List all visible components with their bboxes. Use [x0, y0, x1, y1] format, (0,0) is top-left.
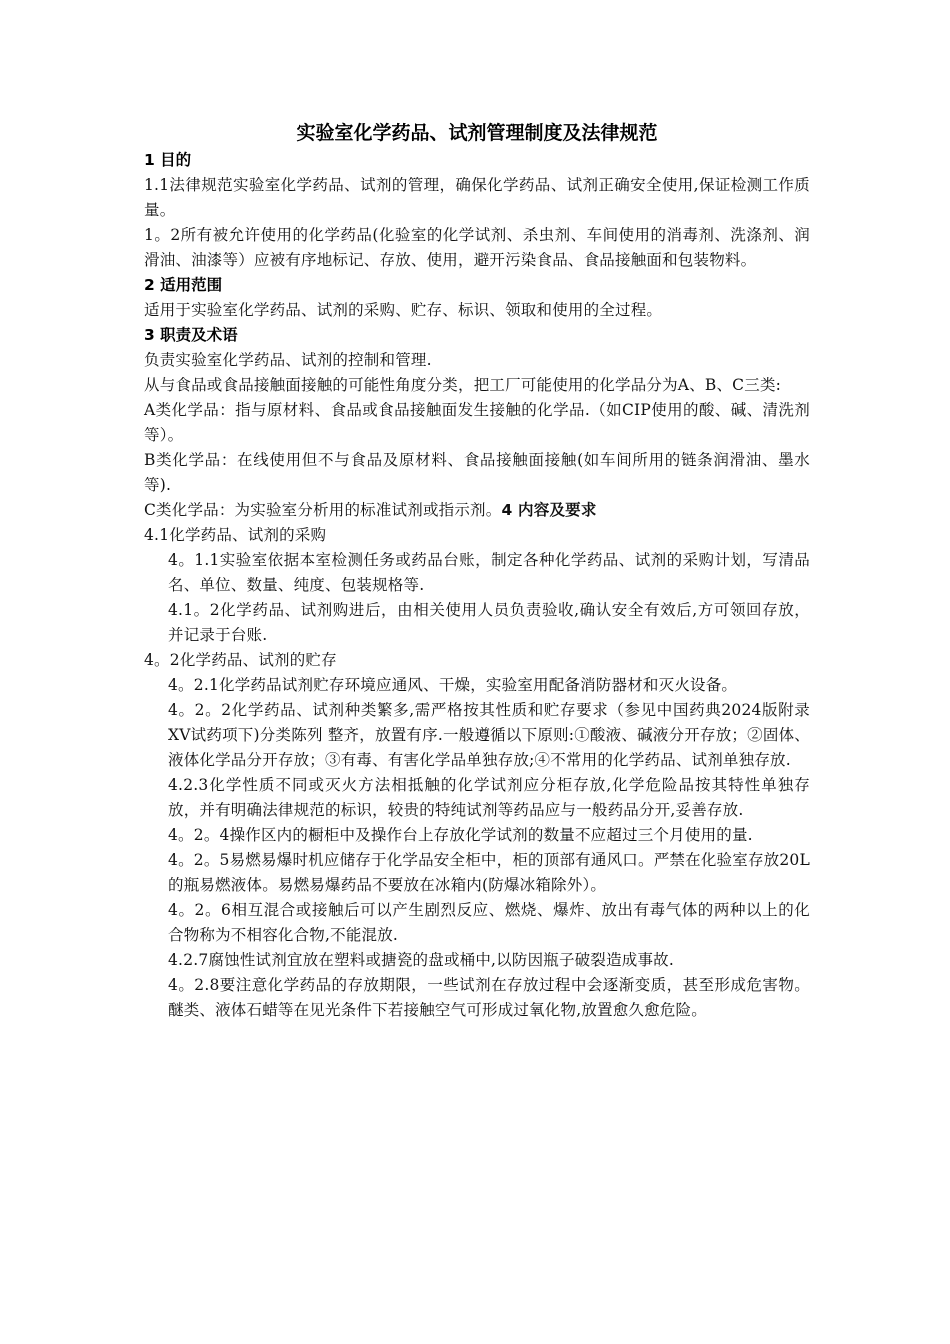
- paragraph-4-2-3: 4.2.3化学性质不同或灭火方法相抵触的化学试剂应分柜存放,化学危险品按其特性单独存放，并有明确法律规范的标识，较贵的特纯试剂等药品应与一般药品分开,妥善存放.: [168, 776, 810, 819]
- paragraph-4-2: 4。2化学药品、试剂的贮存: [144, 651, 337, 669]
- paragraph-3-1: 负责实验室化学药品、试剂的控制和管理.: [144, 351, 432, 369]
- paragraph-1-2: 1。2所有被允许使用的化学药品(化验室的化学试剂、杀虫剂、车间使用的消毒剂、洗涤剂、润滑油、油漆等）应被有序地标记、存放、使用，避开污染食品、食品接触面和包装物料。: [144, 226, 810, 269]
- paragraph-4-1: 4.1化学药品、试剂的采购: [144, 526, 327, 544]
- document-title: 实验室化学药品、试剂管理制度及法律规范: [296, 122, 658, 144]
- paragraph-4-1-1: 4。1.1实验室依据本室检测任务或药品台账，制定各种化学药品、试剂的采购计划，写清品名、单位、数量、纯度、包装规格等.: [168, 551, 810, 594]
- paragraph-4-1-2: 4.1。2化学药品、试剂购进后，由相关使用人员负责验收,确认安全有效后,方可领回存放，并记录于台账.: [168, 601, 810, 644]
- paragraph-4-2-1: 4。2.1化学药品试剂贮存环境应通风、干燥，实验室用配备消防器材和灭火设备。: [168, 676, 738, 694]
- paragraph-3-5-text: C类化学品：为实验室分析用的标准试剂或指示剂。: [144, 501, 502, 519]
- paragraph-4-2-6: 4。2。6相互混合或接触后可以产生剧烈反应、燃烧、爆炸、放出有毒气体的两种以上的化合物称为不相容化合物,不能混放.: [168, 901, 810, 944]
- section-3-heading: 3 职责及术语: [144, 326, 238, 344]
- paragraph-4-2-2: 4。2。2化学药品、试剂种类繁多,需严格按其性质和贮存要求（参见中国药典2024版附录XV试药项下)分类陈列 整齐，放置有序.一般遵循以下原则:①酸液、碱液分开存放；②固体、液体化学品分开存放；③有毒、有害化学品单独存放;④不常用的化学药品、试剂单独存放.: [168, 701, 810, 769]
- paragraph-3-4: B类化学品：在线使用但不与食品及原材料、食品接触面接触(如车间所用的链条润滑油、墨水等).: [144, 451, 810, 494]
- paragraph-2-1: 适用于实验室化学药品、试剂的采购、贮存、标识、领取和使用的全过程。: [144, 301, 663, 319]
- paragraph-4-2-4: 4。2。4操作区内的橱柜中及操作台上存放化学试剂的数量不应超过三个月使用的量.: [168, 826, 753, 844]
- paragraph-3-5: [144, 498, 810, 523]
- paragraph-1-1: 1.1法律规范实验室化学药品、试剂的管理，确保化学药品、试剂正确安全使用,保证检测工作质量。: [144, 176, 810, 219]
- paragraph-4-2-8: 4。2.8要注意化学药品的存放期限，一些试剂在存放过程中会逐渐变质，甚至形成危害物。醚类、液体石蜡等在见光条件下若接触空气可形成过氧化物,放置愈久愈危险。: [168, 976, 810, 1019]
- paragraph-4-2-7: 4.2.7腐蚀性试剂宜放在塑料或搪瓷的盘或桶中,以防因瓶子破裂造成事故.: [168, 951, 674, 969]
- paragraph-3-3: A类化学品：指与原材料、食品或食品接触面发生接触的化学品.（如CIP使用的酸、碱、清洗剂等）。: [144, 401, 810, 444]
- section-2-heading: 2 适用范围: [144, 276, 223, 294]
- document-page: [144, 118, 810, 1023]
- section-1-heading: 1 目的: [144, 151, 192, 169]
- paragraph-3-2: 从与食品或食品接触面接触的可能性角度分类，把工厂可能使用的化学品分为A、B、C三类:: [144, 376, 782, 394]
- section-4-heading: 4 内容及要求: [501, 501, 597, 519]
- paragraph-4-2-5: 4。2。5易燃易爆时机应储存于化学品安全柜中，柜的顶部有通风口。严禁在化验室存放20L的瓶易燃液体。易燃易爆药品不要放在冰箱内(防爆冰箱除外）。: [168, 851, 810, 894]
